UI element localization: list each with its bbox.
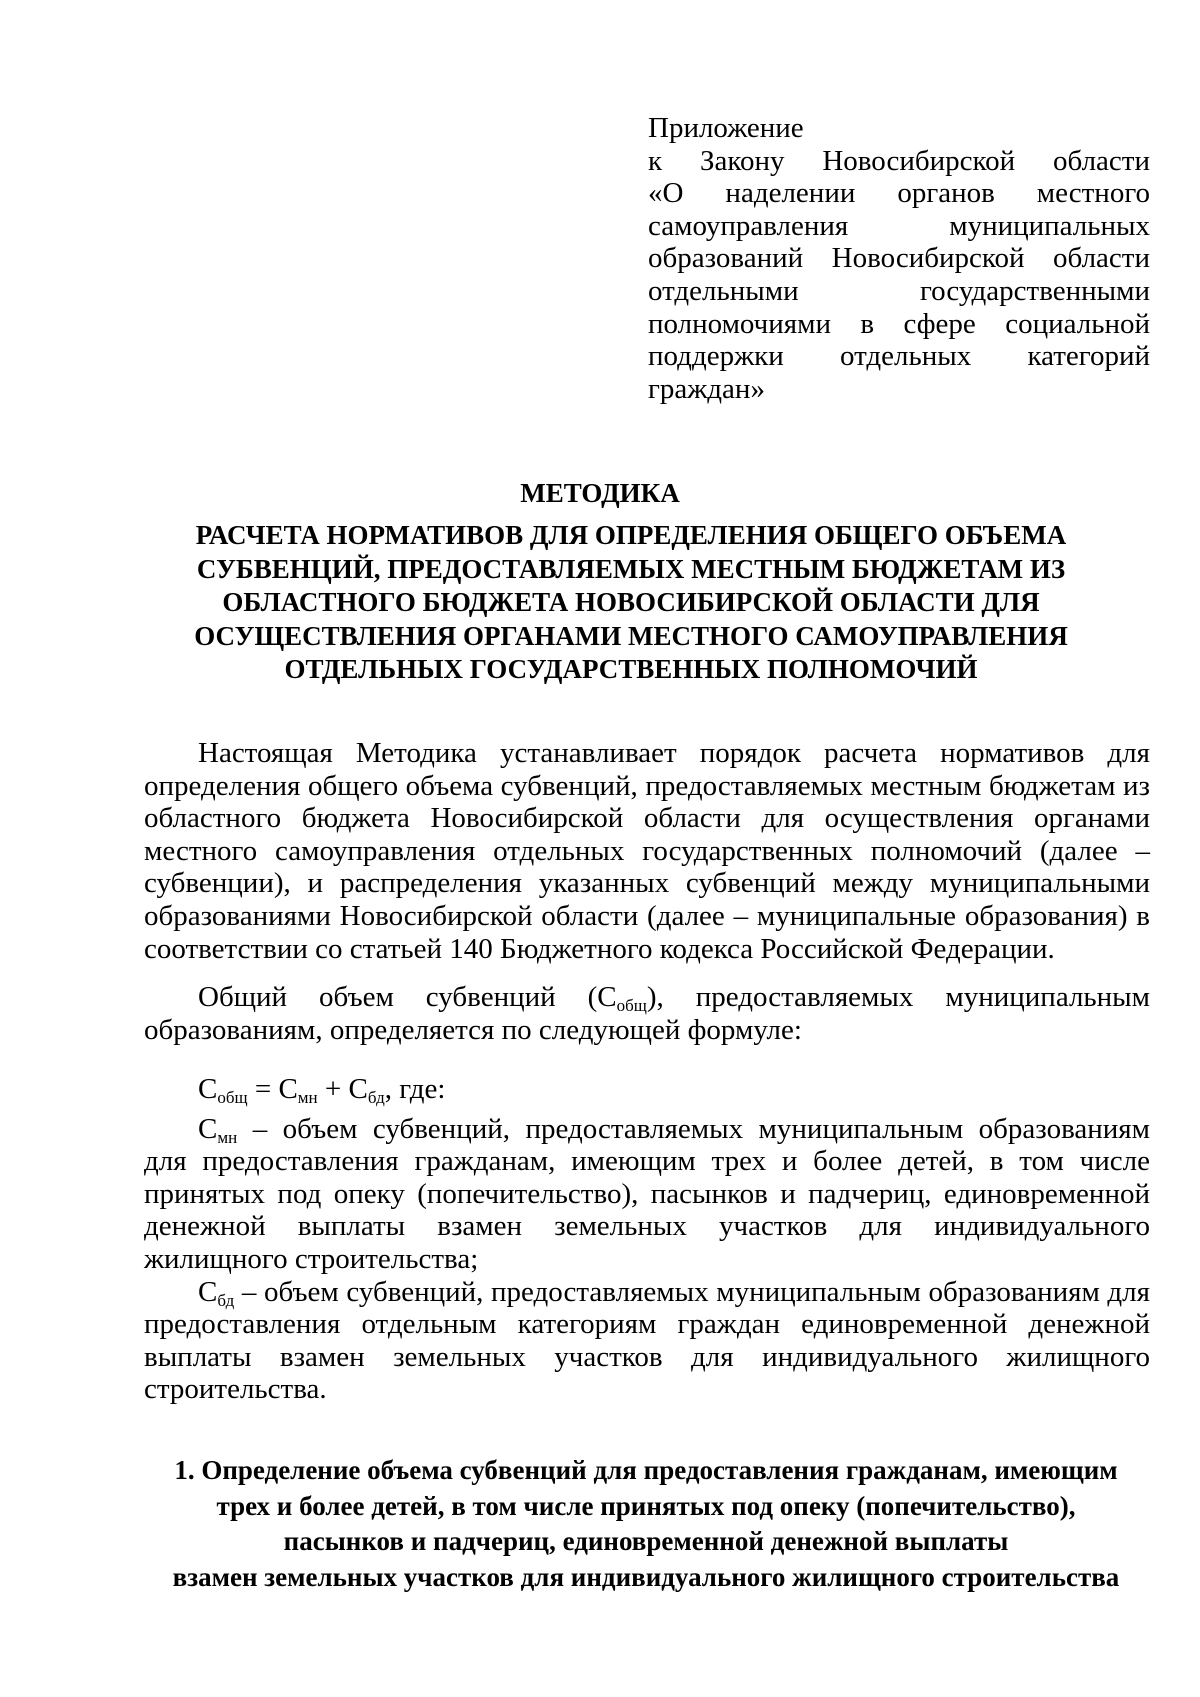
section-heading-line: 1. Определение объема субвенций для предоставления гражданам, имеющим	[174, 1455, 1118, 1485]
appendix-line: к Закону Новосибирской области	[648, 144, 1150, 177]
total-volume-section	[144, 981, 1150, 1046]
definition-mn-symbol: С	[198, 1112, 218, 1145]
formula-lhs-sub: общ	[217, 1088, 248, 1107]
appendix-line: образований Новосибирской области	[648, 242, 1150, 275]
document-title: МЕТОДИКА	[520, 478, 680, 508]
total-before-text: Общий объем субвенций (	[198, 981, 598, 1013]
document-subtitle: РАСЧЕТА НОРМАТИВОВ ДЛЯ ОПРЕДЕЛЕНИЯ ОБЩЕГО ОБЪЕМА СУБВЕНЦИЙ, ПРЕДОСТАВЛЯЕМЫХ МЕСТНЫМ БЮДЖЕТАМ ИЗ ОБЛАСТНОГО БЮДЖЕТА НОВОСИБИРСКОЙ ОБЛАСТИ ДЛЯ ОСУЩЕСТВЛЕНИЯ ОРГАНАМИ МЕСТНОГО САМОУПРАВЛЕНИЯ ОТДЕЛЬНЫХ ГОСУДАРСТВЕННЫХ ПОЛНОМОЧИЙ	[194, 520, 1068, 684]
section-heading-line: пасынков и падчериц, единовременной денежной выплаты	[283, 1526, 1009, 1556]
appendix-line: граждан»	[648, 372, 765, 405]
intro-section	[144, 737, 1150, 965]
definition-mn	[144, 1113, 1150, 1276]
section-1-heading	[140, 1453, 1152, 1595]
definition-bd-sub: бд	[217, 1290, 235, 1310]
formula-plus: +	[317, 1073, 349, 1105]
appendix-line: самоуправления муниципальных	[648, 209, 1150, 242]
total-subscript: общ	[616, 996, 647, 1015]
definition-bd-text: – объем субвенций, предоставляемых муниципальным образованиям для предоставления отдельным категориям граждан единовременной денежной выплаты взамен земельных участков для индивидуального жилищного строительства.	[144, 1275, 1150, 1406]
definition-bd	[144, 1276, 1150, 1406]
formula-tail: , где:	[384, 1073, 446, 1105]
total-after-text: ), предоставляемых муниципальным образованиям, определяется по следующей формуле:	[144, 981, 1150, 1046]
formula-term1: С	[278, 1073, 298, 1105]
formula-term2: С	[348, 1073, 368, 1105]
formula-lhs: С	[198, 1073, 218, 1105]
appendix-line: Приложение	[648, 112, 804, 144]
section-heading-line: взамен земельных участков для индивидуального жилищного строительства	[172, 1561, 1120, 1592]
appendix-line: отдельными государственными	[648, 274, 1150, 307]
appendix-line: поддержки отдельных категорий	[648, 340, 1150, 373]
total-symbol: С	[597, 981, 617, 1013]
formula-section	[144, 1073, 1150, 1406]
formula-term2-sub: бд	[367, 1088, 385, 1107]
appendix-line: полномочиями в сфере социальной	[648, 307, 1150, 340]
total-volume-paragraph	[144, 981, 1150, 1046]
formula-eq: =	[247, 1073, 279, 1105]
definition-bd-symbol: С	[198, 1275, 218, 1308]
appendix-line: «О наделении органов местного	[648, 177, 1150, 210]
intro-paragraph: Настоящая Методика устанавливает порядок расчета нормативов для определения общего объема субвенций, предоставляемых местным бюджетам из областного бюджета Новосибирской области для осуществления органами местного самоуправления отдельных государственных полномочий (далее – субвенции), и распределения указанных субвенций между муниципальными образованиями Новосибирской области (далее – муниципальные образования) в соответствии со статьей 140 Бюджетного кодекса Российской Федерации.	[144, 737, 1150, 965]
definition-mn-text: – объем субвенций, предоставляемых муниципальным образованиям для предоставления гражданам, имеющим трех и более детей, в том числе принятых под опеку (попечительство), пасынков и падчериц, единовременной денежной выплаты взамен земельных участков для индивидуального жилищного строительства;	[144, 1112, 1150, 1275]
section-heading-line: трех и более детей, в том числе принятых под опеку (попечительство),	[216, 1490, 1076, 1521]
definition-mn-sub: мн	[217, 1127, 238, 1147]
formula-term1-sub: мн	[297, 1088, 318, 1107]
formula-line	[144, 1073, 1150, 1106]
appendix-block	[648, 112, 1150, 405]
